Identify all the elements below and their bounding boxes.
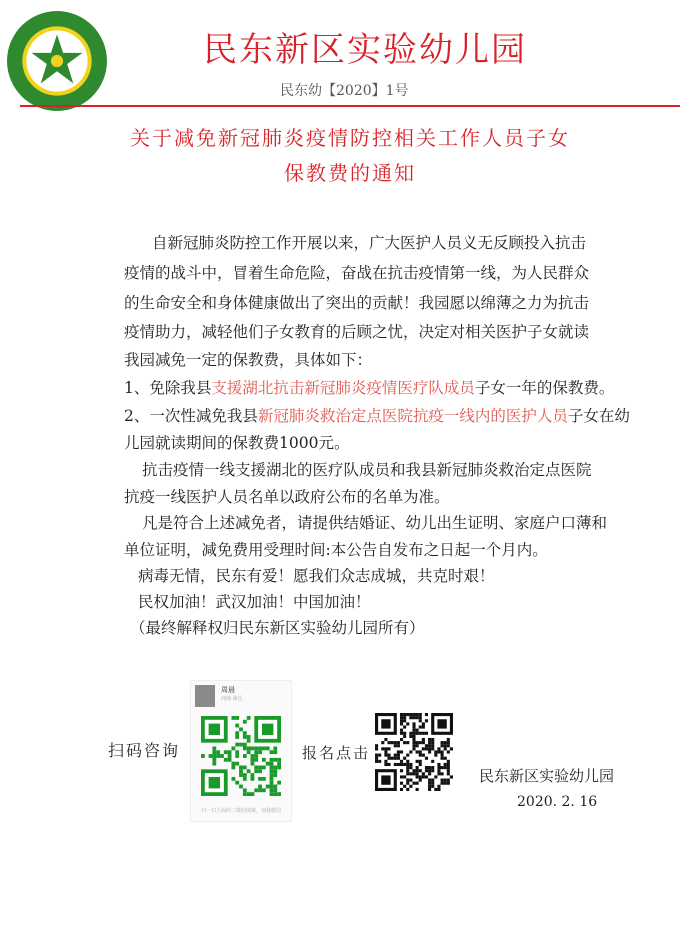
item-2 — [124, 406, 630, 426]
slogan-line: 民权加油！武汉加油！中国加油！ — [138, 593, 371, 611]
item-2-prefix: 2、一次性减免我县 — [124, 407, 258, 425]
body-line: 单位证明，减免费用受理时间:本公告自发布之日起一个月内。 — [124, 541, 548, 559]
document-number: 民东幼【2020】1号 — [280, 83, 409, 99]
item-2-highlight: 新冠肺炎救治定点医院抗疫一线内的医护人员 — [257, 407, 568, 425]
wechat-qr-code-icon[interactable] — [201, 716, 281, 796]
scan-consult-label: 扫码咨询 — [108, 741, 181, 760]
org-title: 民东新区实验幼儿园 — [203, 30, 527, 70]
item-1-suffix: 子女一年的保教费。 — [474, 379, 615, 397]
signature-org: 民东新区实验幼儿园 — [479, 767, 615, 785]
item-1-highlight: 支援湖北抗击新冠肺炎疫情医疗队成员 — [211, 379, 475, 397]
wechat-contact-card[interactable] — [190, 680, 292, 822]
card-hint: 扫一扫上面的二维码图案，加我微信 — [200, 808, 281, 814]
notice-title-line2: 保教费的通知 — [284, 161, 416, 185]
signature-date: 2020. 2. 16 — [517, 794, 598, 810]
avatar — [195, 685, 215, 707]
contact-region: 河南 商丘 — [221, 696, 243, 702]
item-2-suffix: 子女在幼 — [567, 407, 630, 425]
body-line: 自新冠肺炎防控工作开展以来，广大医护人员义无反顾投入抗击 — [152, 234, 587, 252]
notice-title-line1: 关于减免新冠肺炎疫情防控相关工作人员子女 — [130, 126, 570, 150]
header-divider — [20, 105, 680, 107]
body-line: 的生命安全和身体健康做出了突出的贡献！我园愿以绵薄之力为抗击 — [124, 294, 590, 312]
body-line: 疫情助力，减轻他们子女教育的后顾之忧，决定对相关医护子女就读 — [124, 323, 590, 341]
item-1 — [124, 378, 614, 398]
body-line: 我园减免一定的保教费，具体如下： — [124, 351, 373, 369]
signup-label: 报名点击 — [302, 744, 371, 762]
body-line: 抗疫一线医护人员名单以政府公布的名单为准。 — [124, 488, 450, 506]
disclaimer-note: （最终解释权归民东新区实验幼儿园所有） — [130, 619, 425, 637]
slogan-line: 病毒无情，民东有爱！愿我们众志成城，共克时艰！ — [138, 567, 495, 585]
item-2-continued: 儿园就读期间的保教费1000元。 — [124, 434, 350, 452]
body-line: 疫情的战斗中，冒着生命危险，奋战在抗击疫情第一线，为人民群众 — [124, 264, 590, 282]
contact-name: 周晨 — [221, 686, 235, 694]
body-line: 抗击疫情一线支援湖北的医疗队成员和我县新冠肺炎救治定点医院 — [142, 461, 592, 479]
signup-qr-code-icon[interactable] — [375, 713, 453, 791]
item-1-prefix: 1、免除我县 — [124, 379, 212, 397]
body-line: 凡是符合上述减免者，请提供结婚证、幼儿出生证明、家庭户口薄和 — [142, 514, 608, 532]
